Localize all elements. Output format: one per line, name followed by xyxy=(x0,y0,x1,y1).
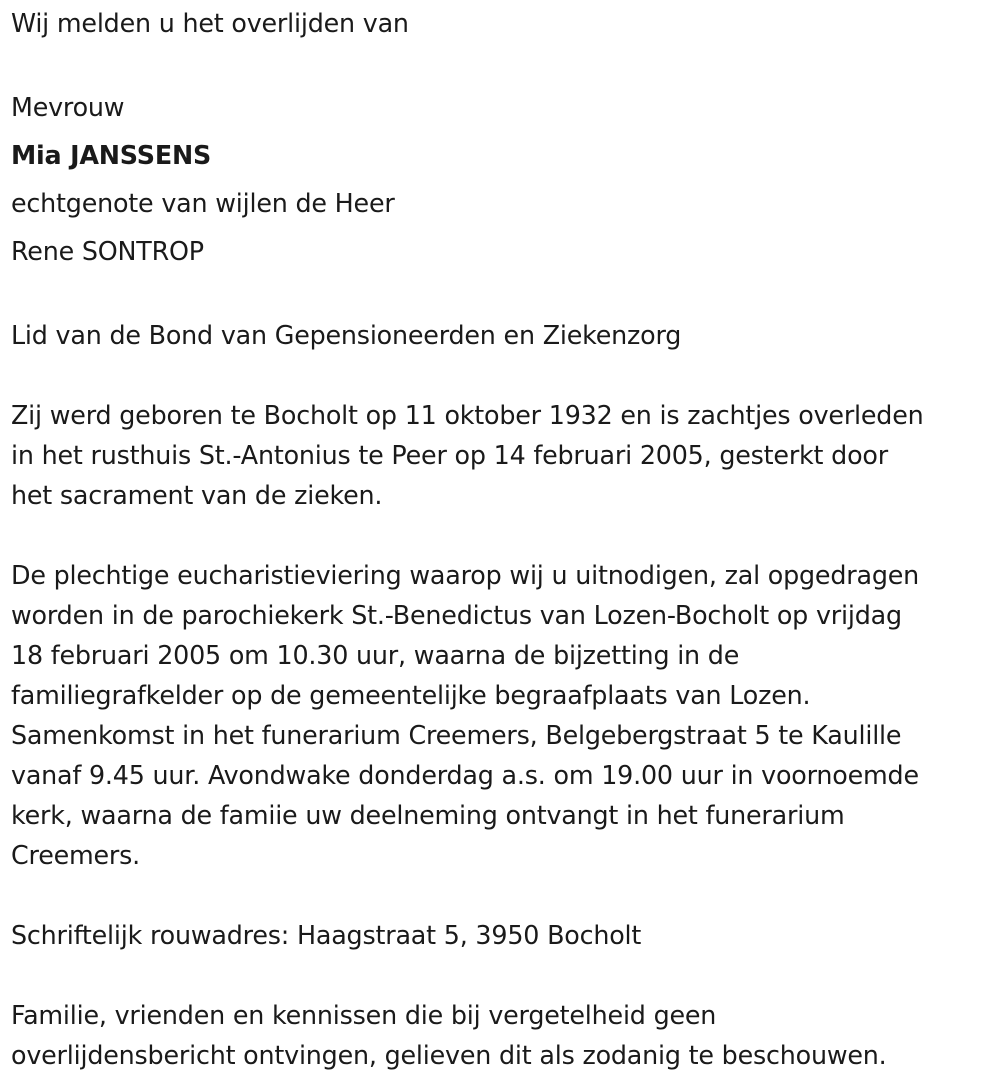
spacer xyxy=(11,956,996,996)
paragraph-line: het sacrament van de zieken. xyxy=(11,481,383,511)
paragraph-line: Familie, vrienden en kennissen die bij vergetelheid geen xyxy=(11,1001,717,1031)
paragraph-line: familiegrafkelder op de gemeentelijke begraafplaats van Lozen. xyxy=(11,681,811,711)
membership-text: Lid van de Bond van Gepensioneerden en Ziekenzorg xyxy=(11,321,682,351)
spacer xyxy=(11,516,996,556)
spacer xyxy=(11,876,996,916)
relation-text: echtgenote van wijlen de Heer xyxy=(11,189,395,219)
paragraph-line: kerk, waarna de famiie uw deelneming ontvangt in het funerarium xyxy=(11,801,845,831)
death-notice xyxy=(11,4,996,1076)
paragraph-line: worden in de parochiekerk St.-Benedictus van Lozen-Bocholt op vrijdag xyxy=(11,601,902,631)
paragraph-line: De plechtige eucharistieviering waarop wij u uitnodigen, zal opgedragen xyxy=(11,561,920,591)
paragraph-line: Zij werd geboren te Bocholt op 11 oktober 1932 en is zachtjes overleden xyxy=(11,401,924,431)
paragraph-line: overlijdensbericht ontvingen, gelieven dit als zodanig te beschouwen. xyxy=(11,1041,887,1071)
paragraph-line: 18 februari 2005 om 10.30 uur, waarna de bijzetting in de xyxy=(11,641,740,671)
paragraph-line: in het rusthuis St.-Antonius te Peer op 14 februari 2005, gesterkt door xyxy=(11,441,888,471)
paragraph-line: Samenkomst in het funerarium Creemers, Belgebergstraat 5 te Kaulille xyxy=(11,721,902,751)
spouse-name: Rene SONTROP xyxy=(11,237,204,267)
birth-death-paragraph xyxy=(11,396,996,516)
spacer xyxy=(11,276,996,316)
spacer xyxy=(11,44,996,84)
salutation: Mevrouw xyxy=(11,93,125,123)
closing-paragraph xyxy=(11,996,996,1076)
ceremony-paragraph xyxy=(11,556,996,876)
spacer xyxy=(11,356,996,396)
paragraph-line: vanaf 9.45 uur. Avondwake donderdag a.s. om 19.00 uur in voornoemde xyxy=(11,761,919,791)
name-block xyxy=(11,84,996,276)
mourning-address: Schriftelijk rouwadres: Haagstraat 5, 3950 Bocholt xyxy=(11,921,642,951)
deceased-name: Mia JANSSENS xyxy=(11,141,212,171)
paragraph-line: Creemers. xyxy=(11,841,141,871)
intro-text: Wij melden u het overlijden van xyxy=(11,9,409,39)
